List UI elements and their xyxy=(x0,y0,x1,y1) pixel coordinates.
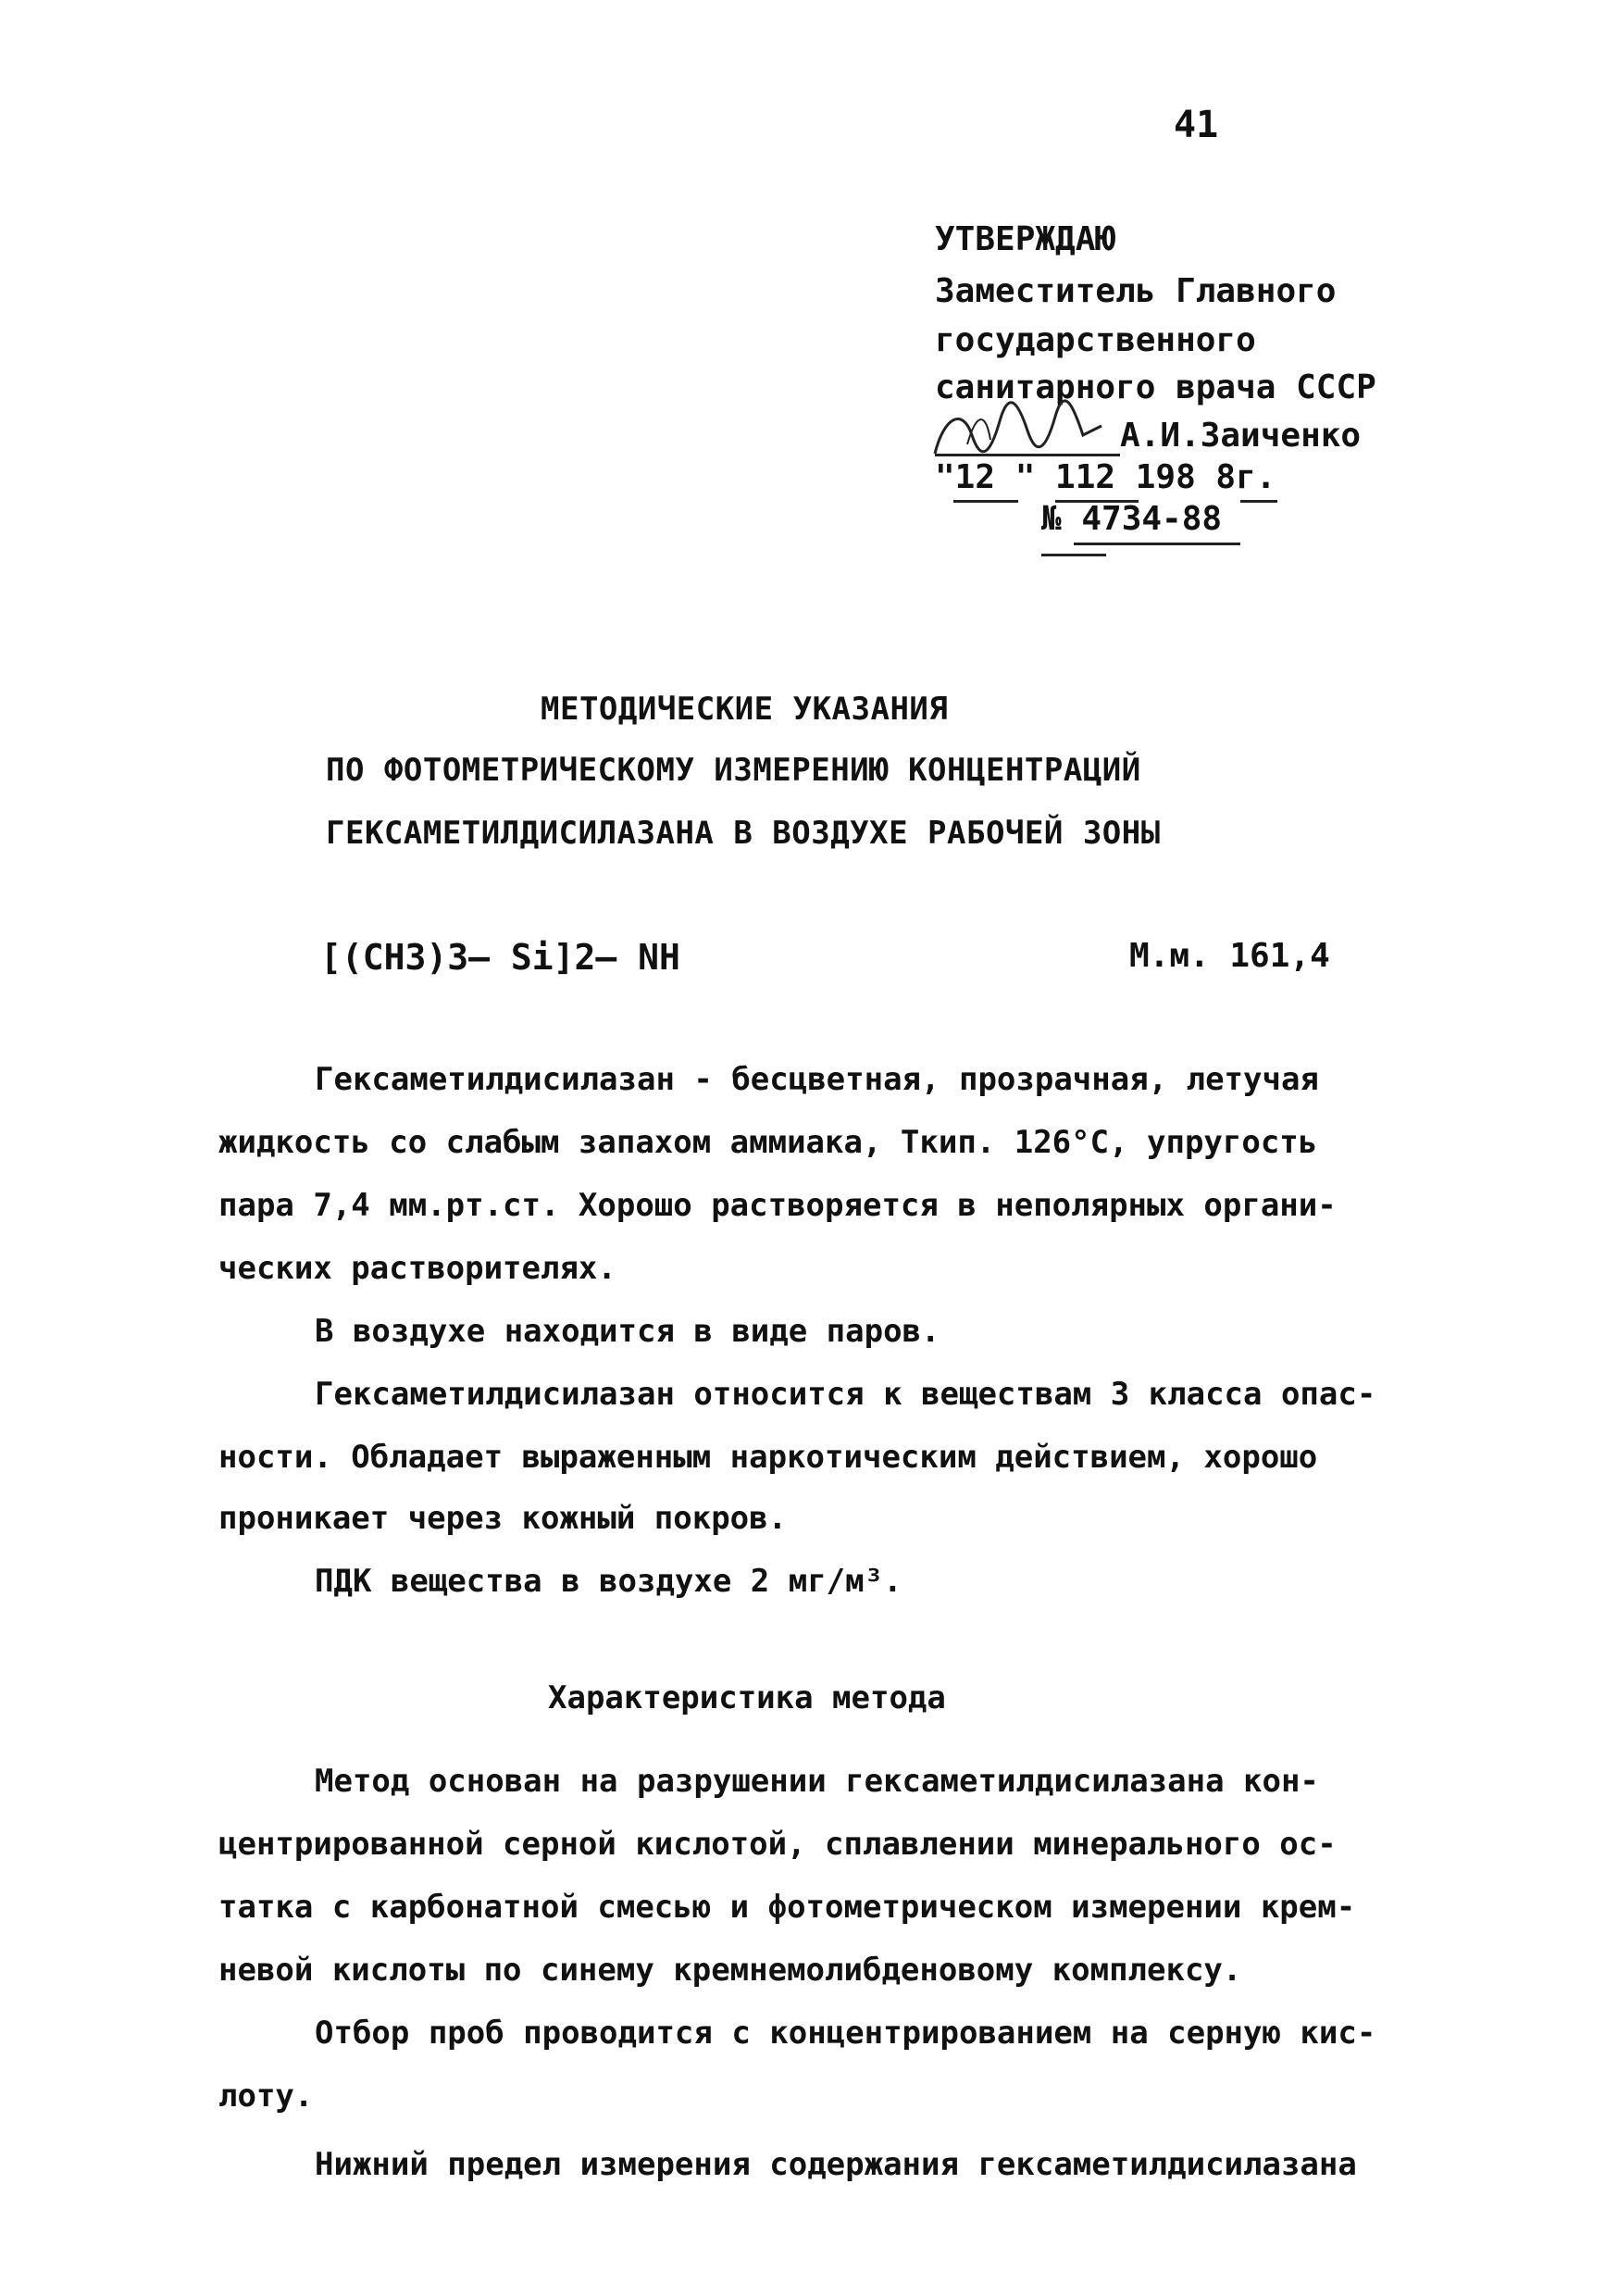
approval-position-line3: санитарного врача СССР xyxy=(935,368,1376,406)
paragraph-line: ности. Обладает выраженным наркотическим действием, хорошо xyxy=(218,1439,1318,1476)
molar-mass: М.м. 161,4 xyxy=(1129,937,1330,975)
paragraph-line: лоту. xyxy=(218,2078,314,2115)
section-title: Характеристика метода xyxy=(548,1679,946,1716)
document-title-line1: МЕТОДИЧЕСКИЕ УКАЗАНИЯ xyxy=(541,691,949,728)
paragraph-line: жидкость со слабым запахом аммиака, Ткип. 126°С, упругость xyxy=(218,1124,1318,1161)
number-underline xyxy=(1074,543,1240,545)
approval-position-line1: Заместитель Главного xyxy=(935,272,1337,310)
chemical-formula: [(CH3)3– Si]2– NH xyxy=(320,937,680,978)
paragraph-line: Отбор проб проводится с концентрированием на серную кис- xyxy=(315,2015,1376,2052)
approver-name: А.И.Заиченко xyxy=(1120,417,1362,455)
approval-position-line2: государственного xyxy=(935,321,1256,359)
paragraph-line: ПДК вещества в воздухе 2 мг/м³. xyxy=(315,1563,902,1600)
document-title-line2: ПО ФОТОМЕТРИЧЕСКОМУ ИЗМЕРЕНИЮ КОНЦЕНТРАЦИЙ xyxy=(326,752,1141,789)
approval-title: УТВЕРЖДАЮ xyxy=(935,220,1116,258)
paragraph-line: невой кислоты по синему кремнемолибденовому комплексу. xyxy=(218,1952,1242,1989)
paragraph-line: В воздухе находится в виде паров. xyxy=(315,1313,940,1350)
signature-underline xyxy=(935,454,1120,456)
paragraph-line: проникает через кожный покров. xyxy=(218,1500,788,1537)
document-title-line3: ГЕКСАМЕТИЛДИСИЛАЗАНА В ВОЗДУХЕ РАБОЧЕЙ ЗОНЫ xyxy=(326,815,1161,852)
paragraph-line: Гексаметилдисилазан - бесцветная, прозрачная, летучая xyxy=(315,1061,1319,1098)
paragraph-line: татка с карбонатной смесью и фотометрическом измерении крем- xyxy=(218,1889,1356,1926)
number-underline xyxy=(1041,554,1106,556)
date-underline xyxy=(953,500,1018,503)
paragraph-line: Нижний предел измерения содержания гексаметилдисилазана xyxy=(315,2146,1357,2183)
paragraph-line: Метод основан на разрушении гексаметилдисилазана кон- xyxy=(315,1763,1319,1800)
page-number: 41 xyxy=(1174,104,1219,146)
paragraph-line: центрированной серной кислотой, сплавлении минерального ос- xyxy=(218,1826,1337,1863)
approval-number: № 4734-88 xyxy=(1041,500,1223,538)
paragraph-line: Гексаметилдисилазан относится к веществам 3 класса опас- xyxy=(315,1376,1376,1413)
paragraph-line: ческих растворителях. xyxy=(218,1250,616,1287)
approval-date: "12 " 112 198 8г. xyxy=(935,458,1276,496)
date-underline xyxy=(1240,500,1277,503)
paragraph-line: пара 7,4 мм.рт.ст. Хорошо растворяется в неполярных органи- xyxy=(218,1187,1337,1224)
